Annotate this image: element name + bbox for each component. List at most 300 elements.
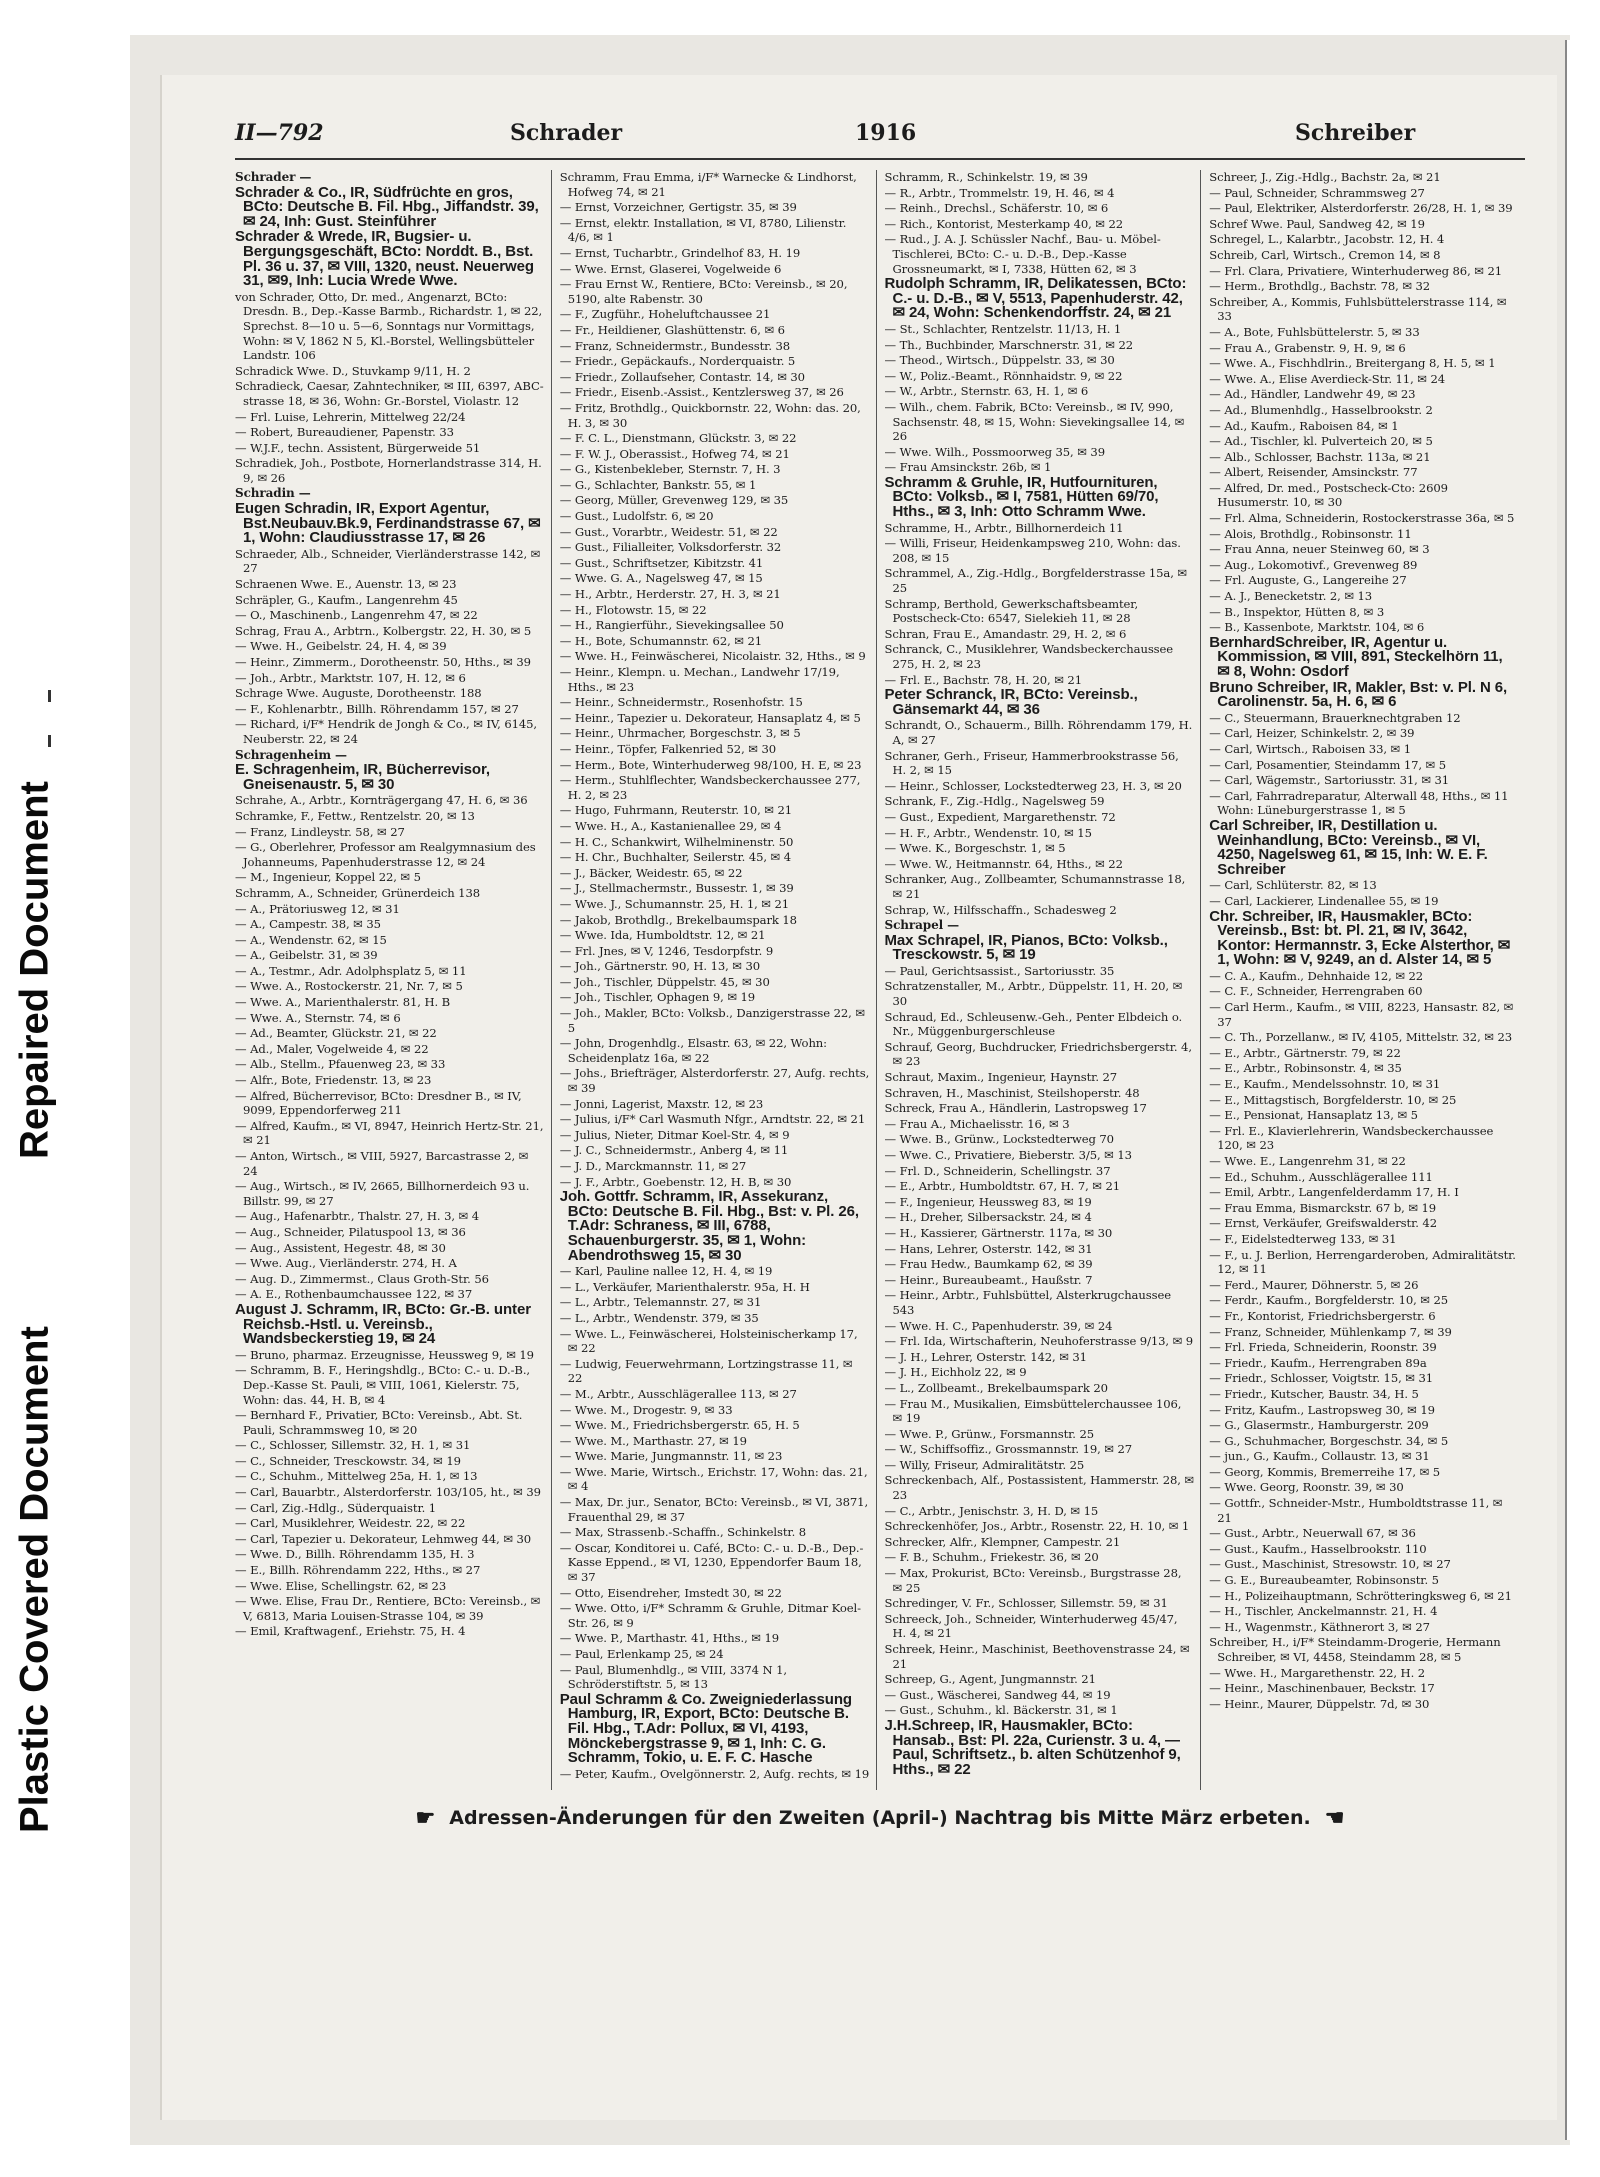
directory-entry: — H. C., Schankwirt, Wilhelminenstr. 50 bbox=[559, 834, 794, 849]
directory-entry: — Wwe. A., Fischhdlrin., Breitergang 8, H. 5, ✉ 1 bbox=[1209, 356, 1496, 371]
directory-entry: — R., Arbtr., Trommelstr. 19, H. 46, ✉ 4 bbox=[884, 185, 1115, 200]
directory-entry: — Ferd., Maurer, Döhnerstr. 5, ✉ 26 bbox=[1209, 1277, 1419, 1292]
directory-entry: Schreek, Heinr., Maschinist, Beethovenstrasse 24, ✉ 21 bbox=[884, 1642, 1190, 1671]
directory-entry: — Herm., Brothdlg., Bachstr. 78, ✉ 32 bbox=[1209, 279, 1431, 294]
directory-entry: — Ad., Beamter, Glückstr. 21, ✉ 22 bbox=[235, 1026, 437, 1041]
directory-entry: Schrauf, Georg, Buchdrucker, Friedrichsbergerstr. 4, ✉ 23 bbox=[884, 1039, 1192, 1069]
directory-entry: — Frau Anna, neuer Steinweg 60, ✉ 3 bbox=[1209, 542, 1430, 557]
directory-entry: — Emil, Arbtr., Langenfelderdamm 17, H. I bbox=[1209, 1185, 1459, 1200]
directory-entry: — Schramm, B. F., Heringshdlg., BCto: C.- u. D.-B., Dep.-Kasse St. Pauli, ✉ VIII, 1061, Kielerstr. 75, Wohn: das. 44, H. B, ✉ 4 bbox=[235, 1363, 531, 1407]
directory-entry: — Wwe. E., Langenrehm 31, ✉ 22 bbox=[1209, 1154, 1406, 1168]
directory-entry: Schregel, L., Kalarbtr., Jacobstr. 12, H. 4 bbox=[1209, 232, 1445, 247]
directory-entry: Schratzenstaller, M., Arbtr., Düppelstr. 11, H. 20, ✉ 30 bbox=[884, 979, 1183, 1009]
dash-mark bbox=[48, 690, 51, 702]
directory-entry: — F. B., Schuhm., Friekestr. 36, ✉ 20 bbox=[884, 1550, 1099, 1565]
directory-entry: — Wwe. A., Marienthalerstr. 81, H. B bbox=[235, 995, 451, 1010]
directory-entry: — Gottfr., Schneider-Mstr., Humboldtstrasse 11, ✉ 21 bbox=[1209, 1496, 1503, 1525]
directory-entry: — J., Bäcker, Weidestr. 65, ✉ 22 bbox=[559, 865, 743, 880]
directory-entry: — Aug., Lokomotivf., Grevenweg 89 bbox=[1209, 557, 1418, 572]
directory-entry: — Ernst, Verkäufer, Greifswalderstr. 42 bbox=[1209, 1216, 1437, 1231]
directory-entry: — Wwe. H., Geibelstr. 24, H. 4, ✉ 39 bbox=[235, 639, 447, 654]
directory-entry: — Ad., Tischler, kl. Pulverteich 20, ✉ 5 bbox=[1209, 434, 1433, 449]
directory-entry: — E., Arbtr., Gärtnerstr. 79, ✉ 22 bbox=[1209, 1045, 1401, 1060]
directory-entry: — E., Pensionat, Hansaplatz 13, ✉ 5 bbox=[1209, 1108, 1418, 1123]
directory-entry: — Alb., Stellm., Pfauenweg 23, ✉ 33 bbox=[235, 1057, 446, 1072]
directory-entry: — H., Wagenmstr., Käthnerort 3, ✉ 27 bbox=[1209, 1619, 1430, 1634]
directory-entry: — Joh., Tischler, Düppelstr. 45, ✉ 30 bbox=[559, 974, 770, 989]
directory-entry: — W., Schiffsoffiz., Grossmannstr. 19, ✉ 27 bbox=[884, 1442, 1133, 1457]
directory-entry: — M., Arbtr., Ausschlägerallee 113, ✉ 27 bbox=[559, 1386, 797, 1401]
directory-entry: — H., Rangierführ., Sievekingsallee 50 bbox=[559, 618, 784, 633]
directory-entry: Schramm, R., Schinkelstr. 19, ✉ 39 bbox=[884, 170, 1088, 184]
directory-entry: — Fr., Kontorist, Friedrichsbergerstr. 6 bbox=[1209, 1308, 1436, 1323]
directory-entry: Schraud, Ed., Schleusenw.-Geh., Penter Elbdeich o. Nr., Müggenburgerschleuse bbox=[884, 1009, 1183, 1039]
directory-entry: — Wwe. Marie, Jungmannstr. 11, ✉ 23 bbox=[559, 1449, 783, 1464]
directory-entry: — Alfr., Bote, Friedenstr. 13, ✉ 23 bbox=[235, 1073, 432, 1088]
directory-entry: — C., Schlosser, Sillemstr. 32, H. 1, ✉ 31 bbox=[235, 1438, 471, 1453]
directory-entry: — H., Dreher, Silbersackstr. 24, ✉ 4 bbox=[884, 1210, 1092, 1225]
plastic-covered-document-label: Plastic Covered Document bbox=[12, 1326, 57, 1834]
directory-entry: — Frau A., Grabenstr. 9, H. 9, ✉ 6 bbox=[1209, 340, 1406, 355]
directory-entry: — Wwe. W., Heitmannstr. 64, Hths., ✉ 22 bbox=[884, 856, 1123, 871]
directory-entry: Schreckenbach, Alf., Postassistent, Hammerstr. 28, ✉ 23 bbox=[884, 1473, 1195, 1503]
directory-entry: — Frl. Auguste, G., Langereihe 27 bbox=[1209, 573, 1407, 588]
directory-entry: — Th., Buchbinder, Marschnerstr. 31, ✉ 22 bbox=[884, 337, 1134, 352]
directory-entry: — Heinr., Tapezier u. Dekorateur, Hansaplatz 4, ✉ 5 bbox=[559, 710, 861, 725]
directory-entry: — Gust., Wäscherei, Sandweg 44, ✉ 19 bbox=[884, 1687, 1111, 1702]
directory-entry: — Wwe. C., Privatiere, Bieberstr. 3/5, ✉ 13 bbox=[884, 1148, 1132, 1162]
directory-entry: — H., Arbtr., Herderstr. 27, H. 3, ✉ 21 bbox=[559, 587, 781, 602]
directory-entry: — J., Stellmachermstr., Bussestr. 1, ✉ 39 bbox=[559, 881, 794, 896]
directory-entry: — Heinr., Arbtr., Fuhlsbüttel, Alsterkrugchaussee 543 bbox=[884, 1288, 1171, 1317]
directory-entry: — Frl. Ida, Wirtschafterin, Neuhoferstrasse 9/13, ✉ 9 bbox=[884, 1334, 1194, 1349]
directory-entry: — Joh., Tischler, Ophagen 9, ✉ 19 bbox=[559, 990, 756, 1005]
directory-entry: — W., Poliz.-Beamt., Rönnhaidstr. 9, ✉ 22 bbox=[884, 368, 1123, 383]
directory-entry: Schrandt, O., Schauerm., Billh. Röhrendamm 179, H. A, ✉ 27 bbox=[884, 718, 1193, 747]
directory-entry: — Max, Prokurist, BCto: Vereinsb., Burgstrasse 28, ✉ 25 bbox=[884, 1566, 1182, 1595]
directory-entry: — A., Campestr. 38, ✉ 35 bbox=[235, 917, 381, 932]
directory-entry: — Wwe. J., Schumannstr. 25, H. 1, ✉ 21 bbox=[559, 896, 790, 911]
directory-entry: Schrage Wwe. Auguste, Dorotheenstr. 188 bbox=[235, 686, 482, 701]
directory-entry: — Gust., Vorarbtr., Weidestr. 51, ✉ 22 bbox=[559, 524, 778, 539]
directory-entry: — Alfred, Dr. med., Postscheck-Cto: 2609 Husumerstr. 10, ✉ 30 bbox=[1209, 480, 1448, 510]
directory-entry: — J. H., Eichholz 22, ✉ 9 bbox=[884, 1365, 1027, 1380]
directory-entry: — F. W. J., Oberassist., Hofweg 74, ✉ 21 bbox=[559, 446, 790, 461]
directory-entry: Peter Schranck, IR, BCto: Vereinsb., Gänsemarkt 44, ✉ 36 bbox=[884, 686, 1138, 718]
directory-entry: — Heinr., Maurer, Düppelstr. 7d, ✉ 30 bbox=[1209, 1696, 1430, 1711]
directory-entry: — J. H., Lehrer, Osterstr. 142, ✉ 31 bbox=[884, 1349, 1087, 1364]
directory-entry: — Fr., Heildiener, Glashüttenstr. 6, ✉ 6 bbox=[559, 322, 785, 337]
directory-entry: — E., Arbtr., Humboldtstr. 67, H. 7, ✉ 21 bbox=[884, 1179, 1121, 1194]
directory-entry: — Alfred, Bücherrevisor, BCto: Dresdner B., ✉ IV, 9099, Eppendorferweg 211 bbox=[235, 1088, 522, 1118]
directory-entry: — Wwe. Otto, i/F* Schramm & Gruhle, Ditmar Koel-Str. 26, ✉ 9 bbox=[559, 1601, 861, 1630]
header-left-word: Schrader bbox=[510, 120, 623, 146]
pointing-hand-icon: ☛ bbox=[415, 1805, 436, 1831]
directory-entry: Schreep, G., Agent, Jungmannstr. 21 bbox=[884, 1672, 1096, 1687]
directory-entry: — L., Arbtr., Telemannstr. 27, ✉ 31 bbox=[559, 1295, 762, 1310]
directory-entry: — Theod., Wirtsch., Düppelstr. 33, ✉ 30 bbox=[884, 353, 1115, 368]
directory-entry: — A., Bote, Fuhlsbüttelerstr. 5, ✉ 33 bbox=[1209, 324, 1420, 339]
directory-entry: — H., Kassierer, Gärtnerstr. 117a, ✉ 30 bbox=[884, 1225, 1113, 1240]
directory-entry: — Gust., Schriftsetzer, Kibitzstr. 41 bbox=[559, 555, 764, 570]
directory-entry: Schrahe, A., Arbtr., Kornträgergang 47, H. 6, ✉ 36 bbox=[235, 793, 528, 808]
directory-entry: — Wwe. Marie, Wirtsch., Erichstr. 17, Wohn: das. 21, ✉ 4 bbox=[559, 1464, 868, 1494]
directory-entry: Schragenheim — bbox=[235, 747, 347, 762]
directory-entry: Schreiber, A., Kommis, Fuhlsbüttelerstrasse 114, ✉ 33 bbox=[1209, 294, 1507, 324]
pointing-hand-icon: ☚ bbox=[1324, 1805, 1345, 1831]
directory-entry: — Friedr., Kutscher, Baustr. 34, H. 5 bbox=[1209, 1386, 1419, 1401]
repaired-document-label: Repaired Document bbox=[12, 781, 57, 1159]
directory-entry: — Gust., Schuhm., kl. Bäckerstr. 31, ✉ 1 bbox=[884, 1703, 1118, 1718]
directory-entry: Max Schrapel, IR, Pianos, BCto: Volksb., Tresckowstr. 5, ✉ 19 bbox=[884, 931, 1168, 964]
directory-entry: — A., Wendenstr. 62, ✉ 15 bbox=[235, 932, 387, 947]
directory-entry: — J. D., Marckmannstr. 11, ✉ 27 bbox=[559, 1159, 747, 1173]
directory-entry: — Frau Emma, Bismarckstr. 67 b, ✉ 19 bbox=[1209, 1200, 1437, 1215]
directory-entry: Schraut, Maxim., Ingenieur, Haynstr. 27 bbox=[884, 1070, 1118, 1085]
directory-entry: — Carl, Musiklehrer, Weidestr. 22, ✉ 22 bbox=[235, 1516, 466, 1531]
directory-entry: Schrammel, A., Zig.-Hdlg., Borgfelderstrasse 15a, ✉ 25 bbox=[884, 566, 1188, 596]
directory-entry: — Wwe. H., Margarethenstr. 22, H. 2 bbox=[1209, 1665, 1426, 1680]
directory-columns bbox=[235, 170, 1525, 1790]
directory-entry: — Wwe. M., Marthastr. 27, ✉ 19 bbox=[559, 1433, 747, 1448]
directory-entry: — Frl. Alma, Schneiderin, Rostockerstrasse 36a, ✉ 5 bbox=[1209, 511, 1515, 526]
directory-entry: — C., Schuhm., Mittelweg 25a, H. 1, ✉ 13 bbox=[235, 1469, 478, 1484]
directory-entry: — H. Chr., Buchhalter, Seilerstr. 45, ✉ 4 bbox=[559, 850, 792, 865]
directory-entry: — Bruno, pharmaz. Erzeugnisse, Heussweg 9, ✉ 19 bbox=[235, 1347, 534, 1362]
directory-entry: — Wwe. H. C., Papenhuderstr. 39, ✉ 24 bbox=[884, 1318, 1113, 1333]
directory-entry: — A., Prätoriusweg 12, ✉ 31 bbox=[235, 901, 400, 916]
directory-entry: — Georg, Müller, Grevenweg 129, ✉ 35 bbox=[559, 493, 789, 508]
directory-entry: Schreeck, Joh., Schneider, Winterhuderweg 45/47, H. 4, ✉ 21 bbox=[884, 1611, 1178, 1641]
directory-entry: — L., Verkäufer, Marienthalerstr. 95a, H. H bbox=[559, 1279, 810, 1294]
directory-entry: — jun., G., Kaufm., Collaustr. 13, ✉ 31 bbox=[1209, 1449, 1430, 1464]
page-footer bbox=[235, 1800, 1525, 1836]
directory-entry: — H., Bote, Schumannstr. 62, ✉ 21 bbox=[559, 633, 763, 648]
directory-entry: — Ad., Maler, Vogelweide 4, ✉ 22 bbox=[235, 1041, 429, 1056]
directory-entry: — Joh., Makler, BCto: Volksb., Danzigerstrasse 22, ✉ 5 bbox=[559, 1006, 865, 1035]
directory-entry: — Bernhard F., Privatier, BCto: Vereinsb., Abt. St. Pauli, Schrammsweg 10, ✉ 20 bbox=[235, 1408, 523, 1437]
directory-entry: — Aug., Assistent, Hegestr. 48, ✉ 30 bbox=[235, 1240, 446, 1255]
directory-entry: — Emil, Kraftwagenf., Eriehstr. 75, H. 4 bbox=[235, 1624, 466, 1639]
directory-entry: — Carl, Heizer, Schinkelstr. 2, ✉ 39 bbox=[1209, 726, 1415, 741]
directory-entry: — Aug., Hafenarbtr., Thalstr. 27, H. 3, ✉ 4 bbox=[235, 1209, 479, 1224]
directory-entry: — A., Geibelstr. 31, ✉ 39 bbox=[235, 948, 378, 963]
directory-entry: — Peter, Kaufm., Ovelgönnerstr. 2, Aufg. rechts, ✉ 19 bbox=[559, 1766, 870, 1781]
directory-entry: — Willi, Friseur, Heidenkampsweg 210, Wohn: das. 208, ✉ 15 bbox=[884, 536, 1181, 565]
directory-entry: Schradick Wwe. D., Stuvkamp 9/11, H. 2 bbox=[235, 363, 471, 378]
directory-entry: — Gust., Ludolfstr. 6, ✉ 20 bbox=[559, 509, 714, 524]
directory-entry: Schref Wwe. Paul, Sandweg 42, ✉ 19 bbox=[1209, 216, 1425, 231]
directory-entry: — Wwe. D., Billh. Röhrendamm 135, H. 3 bbox=[235, 1547, 475, 1562]
directory-entry: — Wwe. B., Grünw., Lockstedterweg 70 bbox=[884, 1132, 1114, 1147]
directory-entry: — Hans, Lehrer, Osterstr. 142, ✉ 31 bbox=[884, 1241, 1093, 1256]
directory-entry: — Albert, Reisender, Amsinckstr. 77 bbox=[1209, 465, 1418, 480]
directory-entry: — G., Glasermstr., Hamburgerstr. 209 bbox=[1209, 1418, 1429, 1433]
directory-entry: — Franz, Lindleystr. 58, ✉ 27 bbox=[235, 824, 405, 839]
directory-entry: — Carl, Wirtsch., Raboisen 33, ✉ 1 bbox=[1209, 741, 1411, 756]
directory-entry: — Ernst, elektr. Installation, ✉ VI, 8780, Lilienstr. 4/6, ✉ 1 bbox=[559, 215, 847, 245]
directory-entry: — G., Kistenbekleber, Sternstr. 7, H. 3 bbox=[559, 462, 781, 477]
directory-entry: — J. C., Schneidermstr., Anberg 4, ✉ 11 bbox=[559, 1143, 789, 1158]
directory-entry: — Georg, Kommis, Bremerreihe 17, ✉ 5 bbox=[1209, 1464, 1441, 1479]
directory-entry: — Rich., Kontorist, Mesterkamp 40, ✉ 22 bbox=[884, 216, 1124, 231]
directory-entry: — Wwe. P., Grünw., Forsmannstr. 25 bbox=[884, 1426, 1095, 1441]
directory-entry: — C., Steuermann, Brauerknechtgraben 12 bbox=[1209, 710, 1461, 725]
directory-entry: — Frau M., Musikalien, Eimsbüttelerchaussee 106, ✉ 19 bbox=[884, 1396, 1182, 1426]
directory-entry: — Heinr., Töpfer, Falkenried 52, ✉ 30 bbox=[559, 741, 777, 756]
directory-entry: — Wwe. Ida, Humboldtstr. 12, ✉ 21 bbox=[559, 928, 766, 943]
directory-entry: — B., Kassenbote, Marktstr. 104, ✉ 6 bbox=[1209, 620, 1425, 635]
directory-entry: — G., Schlachter, Bankstr. 55, ✉ 1 bbox=[559, 477, 757, 492]
directory-entry: Schramm, A., Schneider, Grünerdeich 138 bbox=[235, 885, 481, 900]
directory-entry: Schreckenhöfer, Jos., Arbtr., Rosenstr. 22, H. 10, ✉ 1 bbox=[884, 1519, 1190, 1534]
directory-entry: — Heinr., Maschinenbauer, Beckstr. 17 bbox=[1209, 1681, 1435, 1696]
directory-entry: — Franz, Schneidermstr., Bundesstr. 38 bbox=[559, 338, 791, 353]
directory-entry: — O., Maschinenb., Langenrehm 47, ✉ 22 bbox=[235, 608, 478, 623]
directory-entry: — Max, Dr. jur., Senator, BCto: Vereinsb., ✉ VI, 3871, Frauenthal 29, ✉ 37 bbox=[559, 1495, 869, 1524]
directory-entry: — F., Eidelstedterweg 133, ✉ 31 bbox=[1209, 1231, 1397, 1246]
header-year: 1916 bbox=[855, 120, 917, 146]
directory-entry: — Ferdr., Kaufm., Borgfelderstr. 10, ✉ 25 bbox=[1209, 1293, 1449, 1308]
directory-entry: — C., Arbtr., Jenischstr. 3, H. D, ✉ 15 bbox=[884, 1503, 1099, 1518]
directory-entry: — Wwe. Wilh., Possmoorweg 35, ✉ 39 bbox=[884, 444, 1105, 459]
directory-entry: Schrader & Co., IR, Südfrüchte en gros, BCto: Deutsche B. Fil. Hbg., Jiffandstr. 39, ✉ 24, Inh: Gust. Steinführer bbox=[235, 183, 539, 230]
directory-entry: Schrecker, Alfr., Klempner, Campestr. 21 bbox=[884, 1534, 1121, 1549]
directory-entry: — Friedr., Eisenb.-Assist., Kentzlersweg 37, ✉ 26 bbox=[559, 385, 844, 400]
directory-entry: — Gust., Kaufm., Hasselbrookstr. 110 bbox=[1209, 1541, 1427, 1556]
directory-entry: — W., Arbtr., Sternstr. 63, H. 1, ✉ 6 bbox=[884, 384, 1089, 399]
directory-entry: — Joh., Gärtnerstr. 90, H. 13, ✉ 30 bbox=[559, 959, 761, 974]
dash-mark bbox=[48, 735, 51, 747]
directory-entry: Schran, Frau E., Amandastr. 29, H. 2, ✉ 6 bbox=[884, 626, 1127, 641]
directory-entry: — Heinr., Schneidermstr., Rosenhofstr. 15 bbox=[559, 695, 803, 710]
directory-entry: Joh. Gottfr. Schramm, IR, Assekuranz, BCto: Deutsche B. Fil. Hbg., Bst: v. Pl. 26, T.Adr: Schraness, ✉ III, 6788, Schauenburgerstr. 35, ✉ 1, Wohn: Abendrothsweg 15, ✉ 30 bbox=[559, 1188, 859, 1264]
directory-entry: — Anton, Wirtsch., ✉ VIII, 5927, Barcastrasse 2, ✉ 24 bbox=[235, 1149, 529, 1178]
directory-entry: — Aug., Schneider, Pilatuspool 13, ✉ 36 bbox=[235, 1224, 466, 1239]
directory-entry: — Jonni, Lagerist, Maxstr. 12, ✉ 23 bbox=[559, 1096, 764, 1111]
directory-entry: — Heinr., Uhrmacher, Borgeschstr. 3, ✉ 5 bbox=[559, 726, 801, 741]
directory-entry: Schrag, Frau A., Arbtrn., Kolbergstr. 22, H. 30, ✉ 5 bbox=[235, 623, 532, 638]
directory-entry: — Alb., Schlosser, Bachstr. 113a, ✉ 21 bbox=[1209, 449, 1431, 464]
directory-entry: — Heinr., Bureaubeamt., Haußstr. 7 bbox=[884, 1272, 1093, 1287]
directory-entry: — Frl. Frieda, Schneiderin, Roonstr. 39 bbox=[1209, 1340, 1437, 1355]
directory-entry: Schranck, C., Musiklehrer, Wandsbeckerchaussee 275, H. 2, ✉ 23 bbox=[884, 642, 1174, 671]
directory-entry: — Max, Strassenb.-Schaffn., Schinkelstr. 8 bbox=[559, 1525, 807, 1540]
directory-entry: — Jakob, Brothdlg., Brekelbaumspark 18 bbox=[559, 912, 797, 927]
directory-entry: Paul Schramm & Co. Zweigniederlassung Hamburg, IR, Export, BCto: Deutsche B. Fil. Hbg., T.Adr: Pollux, ✉ VI, 4193, Mönckebergstrasse 9, ✉ 1, Inh: C. G. Schramm, Tokio, u. E. F. C. Hasche bbox=[559, 1690, 852, 1767]
directory-entry: — C. A., Kaufm., Dehnhaide 12, ✉ 22 bbox=[1209, 968, 1424, 983]
directory-entry: — Wwe. Elise, Schellingstr. 62, ✉ 23 bbox=[235, 1578, 447, 1593]
header-right-word: Schreiber bbox=[1295, 120, 1416, 146]
directory-entry: — Wwe. H., Feinwäscherei, Nicolaistr. 32, Hths., ✉ 9 bbox=[559, 649, 866, 664]
directory-entry: — H., Flotowstr. 15, ✉ 22 bbox=[559, 602, 707, 617]
directory-entry: — Gust., Maschinist, Stresowstr. 10, ✉ 27 bbox=[1209, 1557, 1451, 1572]
directory-entry: — Wwe. G. A., Nagelsweg 47, ✉ 15 bbox=[559, 571, 763, 586]
directory-entry: Schraven, H., Maschinist, Steilshoperstr. 48 bbox=[884, 1085, 1140, 1100]
directory-entry: — Wwe. A., Sternstr. 74, ✉ 6 bbox=[235, 1010, 401, 1025]
directory-entry: — Wwe. A., Rostockerstr. 21, Nr. 7, ✉ 5 bbox=[235, 979, 463, 994]
directory-entry: — Wwe. Elise, Frau Dr., Rentiere, BCto: Vereinsb., ✉ V, 6813, Maria Louisen-Strasse 104, ✉ 39 bbox=[235, 1594, 541, 1623]
directory-entry: — Paul, Schneider, Schrammsweg 27 bbox=[1209, 185, 1425, 200]
directory-entry: — Wilh., chem. Fabrik, BCto: Vereinsb., ✉ IV, 990, Sachsenstr. 48, ✉ 15, Wohn: Sievekingsallee 14, ✉ 26 bbox=[884, 399, 1185, 444]
directory-entry: — Karl, Pauline nallee 12, H. 4, ✉ 19 bbox=[559, 1264, 773, 1279]
directory-entry: Schreer, J., Zig.-Hdlg., Bachstr. 2a, ✉ 21 bbox=[1209, 170, 1441, 184]
directory-entry: — H., Polizeihauptmann, Schrötteringksweg 6, ✉ 21 bbox=[1209, 1588, 1512, 1603]
directory-entry: Schrap, W., Hilfsschaffn., Schadesweg 2 bbox=[884, 902, 1117, 917]
directory-entry: Chr. Schreiber, IR, Hausmakler, BCto: Vereinsb., Bst: bt. Pl. 21, ✉ IV, 3642, Kontor: Hermannstr. 3, Ecke Alsterthor, ✉ 1, Wohn: ✉ V, 9249, an d. Alster 14, ✉ 5 bbox=[1209, 907, 1511, 969]
directory-entry: Schredinger, V. Fr., Schlosser, Sillemstr. 59, ✉ 31 bbox=[884, 1596, 1168, 1611]
directory-entry: — Wwe. K., Borgeschstr. 1, ✉ 5 bbox=[884, 841, 1066, 856]
directory-entry: — Alois, Brothdlg., Robinsonstr. 11 bbox=[1209, 526, 1412, 541]
directory-entry: — Carl Herm., Kaufm., ✉ VIII, 8223, Hansastr. 82, ✉ 37 bbox=[1209, 1000, 1514, 1029]
directory-entry: — Wwe. L., Feinwäscherei, Holsteinischerkamp 17, ✉ 22 bbox=[559, 1326, 858, 1356]
directory-entry: — Friedr., Schlosser, Voigtstr. 15, ✉ 31 bbox=[1209, 1371, 1434, 1386]
directory-entry: — Carl, Schlüterstr. 82, ✉ 13 bbox=[1209, 878, 1377, 893]
directory-entry: — Paul, Elektriker, Alsterdorferstr. 26/28, H. 1, ✉ 39 bbox=[1209, 201, 1513, 216]
directory-entry: — Heinr., Zimmerm., Dorotheenstr. 50, Hths., ✉ 39 bbox=[235, 655, 531, 669]
directory-entry: Schradin — bbox=[235, 486, 311, 501]
directory-entry: — Wwe. Aug., Vierländerstr. 274, H. A bbox=[235, 1256, 457, 1271]
directory-entry: — Wwe. P., Marthastr. 41, Hths., ✉ 19 bbox=[559, 1631, 780, 1646]
directory-entry: Rudolph Schramm, IR, Delikatessen, BCto: C.- u. D.-B., ✉ V, 5513, Papenhuderstr. 42, ✉ 24, Wohn: Schenkendorffstr. 24, ✉ 21 bbox=[884, 275, 1187, 322]
directory-entry: — John, Drogenhdlg., Elsastr. 63, ✉ 22, Wohn: Scheidenplatz 16a, ✉ 22 bbox=[559, 1036, 827, 1065]
directory-entry: — F., Zugführ., Hoheluftchaussee 21 bbox=[559, 307, 771, 322]
directory-entry: — Frl. E., Bachstr. 78, H. 20, ✉ 21 bbox=[884, 672, 1082, 687]
directory-entry: — Friedr., Zollaufseher, Contastr. 14, ✉ 30 bbox=[559, 369, 805, 384]
directory-entry: — Frl. D., Schneiderin, Schellingstr. 37 bbox=[884, 1163, 1111, 1178]
directory-entry: Schramp, Berthold, Gewerkschaftsbeamter, Postscheck-Cto: 6547, Sielekieh 11, ✉ 28 bbox=[884, 596, 1139, 626]
directory-entry: — F. C. L., Dienstmann, Glückstr. 3, ✉ 22 bbox=[559, 431, 797, 446]
directory-entry: — A. E., Rothenbaumchaussee 122, ✉ 37 bbox=[235, 1287, 473, 1302]
directory-entry: — Frau Amsinckstr. 26b, ✉ 1 bbox=[884, 460, 1052, 475]
directory-entry: Schreck, Frau A., Händlerin, Lastropsweg 17 bbox=[884, 1101, 1147, 1116]
directory-entry: — Julius, i/F* Carl Wasmuth Nfgr., Arndtstr. 22, ✉ 21 bbox=[559, 1112, 866, 1127]
directory-entry: — Paul, Erlenkamp 25, ✉ 24 bbox=[559, 1647, 724, 1661]
directory-entry: Schraner, Gerh., Friseur, Hammerbrookstrasse 56, H. 2, ✉ 15 bbox=[884, 748, 1179, 778]
directory-entry: — Otto, Eisendreher, Imstedt 30, ✉ 22 bbox=[559, 1585, 782, 1600]
directory-entry: — Robert, Bureaudiener, Papenstr. 33 bbox=[235, 425, 454, 440]
directory-entry: — Gust., Arbtr., Neuerwall 67, ✉ 36 bbox=[1209, 1526, 1416, 1541]
directory-entry: — Hugo, Fuhrmann, Reuterstr. 10, ✉ 21 bbox=[559, 803, 793, 818]
directory-entry: — L., Arbtr., Wendenstr. 379, ✉ 35 bbox=[559, 1310, 759, 1325]
directory-entry: E. Schragenheim, IR, Bücherrevisor, Gneisenaustr. 5, ✉ 30 bbox=[235, 761, 490, 793]
directory-entry: — J. F., Arbtr., Goebenstr. 12, H. B, ✉ 30 bbox=[559, 1174, 792, 1189]
directory-entry: — Frau A., Michaelisstr. 16, ✉ 3 bbox=[884, 1116, 1070, 1131]
directory-entry: — Carl, Fahrradreparatur, Alterwall 48, Hths., ✉ 11 Wohn: Lüneburgerstrasse 1, ✉ 5 bbox=[1209, 788, 1509, 818]
directory-entry: Schramm & Gruhle, IR, Hutfournituren, BCto: Volksb., ✉ I, 7581, Hütten 69/70, Hths., ✉ 3, Inh: Otto Schramm Wwe. bbox=[884, 473, 1159, 521]
directory-entry: — Frl. Clara, Privatiere, Winterhuderweg 86, ✉ 21 bbox=[1209, 263, 1503, 278]
directory-entry: — E., Billh. Röhrendamm 222, Hths., ✉ 27 bbox=[235, 1563, 481, 1578]
directory-entry: — C. F., Schneider, Herrengraben 60 bbox=[1209, 984, 1423, 999]
next-page-edge bbox=[1565, 40, 1600, 2140]
directory-entry: Schradiek, Joh., Postbote, Hornerlandstrasse 314, H. 9, ✉ 26 bbox=[235, 456, 542, 485]
directory-entry: — Wwe. A., Elise Averdieck-Str. 11, ✉ 24 bbox=[1209, 371, 1445, 386]
directory-entry: — F., u. J. Berlion, Herrengarderoben, Admiralitätstr. 12, ✉ 11 bbox=[1209, 1247, 1516, 1277]
directory-entry: — W.J.F., techn. Assistent, Bürgerweide 51 bbox=[235, 440, 481, 455]
directory-entry: — Heinr., Klempn. u. Mechan., Landwehr 17/19, Hths., ✉ 23 bbox=[559, 665, 840, 694]
directory-entry: — Aug. D., Zimmermst., Claus Groth-Str. 56 bbox=[235, 1271, 489, 1286]
column-3 bbox=[885, 170, 1202, 1790]
directory-entry: Schrank, F., Zig.-Hdlg., Nagelsweg 59 bbox=[884, 794, 1105, 809]
directory-entry: — Fritz, Kaufm., Lastropsweg 30, ✉ 19 bbox=[1209, 1402, 1435, 1417]
page-number: II—792 bbox=[235, 120, 324, 146]
directory-entry: Schraeder, Alb., Schneider, Vierländerstrasse 142, ✉ 27 bbox=[235, 546, 541, 576]
directory-entry: — Rud., J. A. J. Schüssler Nachf., Bau- u. Möbel-Tischlerei, BCto: C.- u. D.-B., Dep.-Kasse Grossneumarkt, ✉ I, 7338, Hütten 62, ✉ 3 bbox=[884, 232, 1161, 276]
directory-entry: — Paul, Gerichtsassist., Sartoriusstr. 35 bbox=[884, 963, 1115, 978]
directory-entry: — Carl, Lackierer, Lindenallee 55, ✉ 19 bbox=[1209, 893, 1439, 908]
directory-entry: — F., Ingenieur, Heussweg 83, ✉ 19 bbox=[884, 1194, 1092, 1209]
directory-entry: — Frl. Luise, Lehrerin, Mittelweg 22/24 bbox=[235, 409, 466, 424]
directory-entry: — Gust., Filialleiter, Volksdorferstr. 32 bbox=[559, 540, 782, 555]
directory-entry: — Ed., Schuhm., Ausschlägerallee 111 bbox=[1209, 1169, 1433, 1184]
directory-entry: — Richard, i/F* Hendrik de Jongh & Co., ✉ IV, 6145, Neuberstr. 22, ✉ 24 bbox=[235, 717, 538, 746]
directory-entry: — A. J., Benecketstr. 2, ✉ 13 bbox=[1209, 589, 1373, 604]
directory-entry: — St., Schlachter, Rentzelstr. 11/13, H. 1 bbox=[884, 321, 1122, 336]
directory-entry: — Carl, Wägemstr., Sartoriusstr. 31, ✉ 31 bbox=[1209, 773, 1450, 788]
directory-entry: — E., Kaufm., Mendelssohnstr. 10, ✉ 31 bbox=[1209, 1077, 1441, 1092]
directory-entry: — B., Inspektor, Hütten 8, ✉ 3 bbox=[1209, 604, 1385, 619]
page-header bbox=[235, 118, 1525, 160]
directory-entry: Schramm, Frau Emma, i/F* Warnecke & Lindhorst, Hofweg 74, ✉ 21 bbox=[559, 170, 857, 199]
directory-entry: BernhardSchreiber, IR, Agentur u. Kommission, ✉ VIII, 891, Steckelhörn 11, ✉ 8, Wohn: Osdorf bbox=[1209, 633, 1503, 680]
directory-entry: — Friedr., Gepäckaufs., Norderquaistr. 5 bbox=[559, 354, 796, 369]
directory-entry: — Carl, Posamentier, Steindamm 17, ✉ 5 bbox=[1209, 757, 1447, 772]
directory-entry: Bruno Schreiber, IR, Makler, Bst: v. Pl. N 6, Carolinenstr. 5a, H. 6, ✉ 6 bbox=[1209, 678, 1508, 711]
directory-entry: Schranker, Aug., Zollbeamter, Schumannstrasse 18, ✉ 21 bbox=[884, 872, 1186, 901]
directory-entry: — Aug., Wirtsch., ✉ IV, 2665, Billhornerdeich 93 u. Billstr. 99, ✉ 27 bbox=[235, 1179, 530, 1208]
directory-entry: J.H.Schreep, IR, Hausmakler, BCto: Hansab., Bst: Pl. 22a, Curienstr. 3 u. 4, — Paul, Schriftsetz., b. alten Schützenhof 9, Hths., ✉ 22 bbox=[884, 1716, 1181, 1778]
directory-entry: — G., Oberlehrer, Professor am Realgymnasium des Johanneums, Papenhuderstrasse 12, ✉ 24 bbox=[235, 840, 536, 869]
directory-entry: — C., Schneider, Tresckowstr. 34, ✉ 19 bbox=[235, 1453, 461, 1468]
directory-entry: — Wwe. Ernst, Glaserei, Vogelweide 6 bbox=[559, 261, 782, 276]
directory-entry: — H., Tischler, Anckelmannstr. 21, H. 4 bbox=[1209, 1604, 1438, 1619]
directory-entry: — Fritz, Brothdlg., Quickbornstr. 22, Wohn: das. 20, H. 3, ✉ 30 bbox=[559, 400, 861, 430]
directory-entry: — Ernst, Vorzeichner, Gertigstr. 35, ✉ 39 bbox=[559, 200, 797, 215]
directory-entry: — L., Zollbeamt., Brekelbaumspark 20 bbox=[884, 1380, 1108, 1395]
directory-entry: — F., Kohlenarbtr., Billh. Röhrendamm 157, ✉ 27 bbox=[235, 701, 519, 716]
directory-entry: — Carl, Zig.-Hdlg., Süderquaistr. 1 bbox=[235, 1500, 437, 1515]
directory-entry: — Carl, Tapezier u. Dekorateur, Lehmweg 44, ✉ 30 bbox=[235, 1531, 532, 1546]
directory-entry: Schreib, Carl, Wirtsch., Cremon 14, ✉ 8 bbox=[1209, 247, 1441, 262]
directory-entry: — G., Schuhmacher, Borgeschstr. 34, ✉ 5 bbox=[1209, 1433, 1449, 1448]
directory-entry: — E., Mittagstisch, Borgfelderstr. 10, ✉ 25 bbox=[1209, 1092, 1457, 1107]
directory-entry: — M., Ingenieur, Koppel 22, ✉ 5 bbox=[235, 870, 421, 885]
directory-entry: — Carl, Bauarbtr., Alsterdorferstr. 103/105, ht., ✉ 39 bbox=[235, 1485, 541, 1500]
directory-entry: — Johs., Briefträger, Alsterdorferstr. 27, Aufg. rechts, ✉ 39 bbox=[559, 1066, 870, 1096]
directory-entry: — Franz, Schneider, Mühlenkamp 7, ✉ 39 bbox=[1209, 1324, 1452, 1339]
directory-entry: — Oscar, Konditorei u. Café, BCto: C.- u. D.-B., Dep.-Kasse Eppend., ✉ VI, 1230, Eppendorfer Baum 18, ✉ 37 bbox=[559, 1540, 864, 1585]
directory-entry: Carl Schreiber, IR, Destillation u. Weinhandlung, BCto: Vereinsb., ✉ VI, 4250, Nagelsweg 61, ✉ 15, Inh: W. E. F. Schreiber bbox=[1209, 816, 1488, 878]
directory-entry: — Ad., Blumenhdlg., Hasselbrookstr. 2 bbox=[1209, 402, 1433, 417]
column-4 bbox=[1209, 170, 1525, 1790]
directory-entry: Schramme, H., Arbtr., Billhornerdeich 11 bbox=[884, 520, 1124, 535]
directory-entry: — Joh., Arbtr., Marktstr. 107, H. 12, ✉ 6 bbox=[235, 670, 466, 685]
directory-entry: — Wwe. M., Friedrichsbergerstr. 65, H. 5 bbox=[559, 1418, 800, 1433]
directory-entry: — G. E., Bureaubeamter, Robinsonstr. 5 bbox=[1209, 1573, 1439, 1588]
directory-entry: — Ernst, Tucharbtr., Grindelhof 83, H. 19 bbox=[559, 245, 801, 260]
column-1 bbox=[235, 170, 552, 1790]
directory-entry: — Julius, Nieter, Ditmar Koel-Str. 4, ✉ 9 bbox=[559, 1127, 790, 1142]
directory-entry: Schreiber, H., i/F* Steindamm-Drogerie, Hermann Schreiber, ✉ VI, 4458, Steindamm 28, ✉ 5 bbox=[1209, 1635, 1501, 1664]
footer-notice: Adressen-Änderungen für den Zweiten (April-) Nachtrag bis Mitte März erbeten. bbox=[449, 1807, 1311, 1829]
directory-entry: — Wwe. M., Drogestr. 9, ✉ 33 bbox=[559, 1402, 733, 1417]
directory-entry: — Frau Hedw., Baumkamp 62, ✉ 39 bbox=[884, 1257, 1093, 1272]
directory-entry: Eugen Schradin, IR, Export Agentur, Bst.Neubauv.Bk.9, Ferdinandstrasse 67, ✉ 1, Wohn: Claudiusstrasse 17, ✉ 26 bbox=[235, 500, 541, 547]
directory-entry: — E., Arbtr., Robinsonstr. 4, ✉ 35 bbox=[1209, 1061, 1402, 1076]
directory-entry: Schraenen Wwe. E., Auenstr. 13, ✉ 23 bbox=[235, 577, 457, 592]
directory-entry: Schrader & Wrede, IR, Bugsier- u. Bergungsgeschäft, BCto: Norddt. B., Bst. Pl. 36 u. 37, ✉ VIII, 1320, neust. Neuerweg 31, ✉9, Inh: Lucia Wrede Wwe. bbox=[235, 228, 534, 290]
directory-entry: — Frl. E., Klavierlehrerin, Wandsbeckerchaussee 120, ✉ 23 bbox=[1209, 1123, 1494, 1153]
